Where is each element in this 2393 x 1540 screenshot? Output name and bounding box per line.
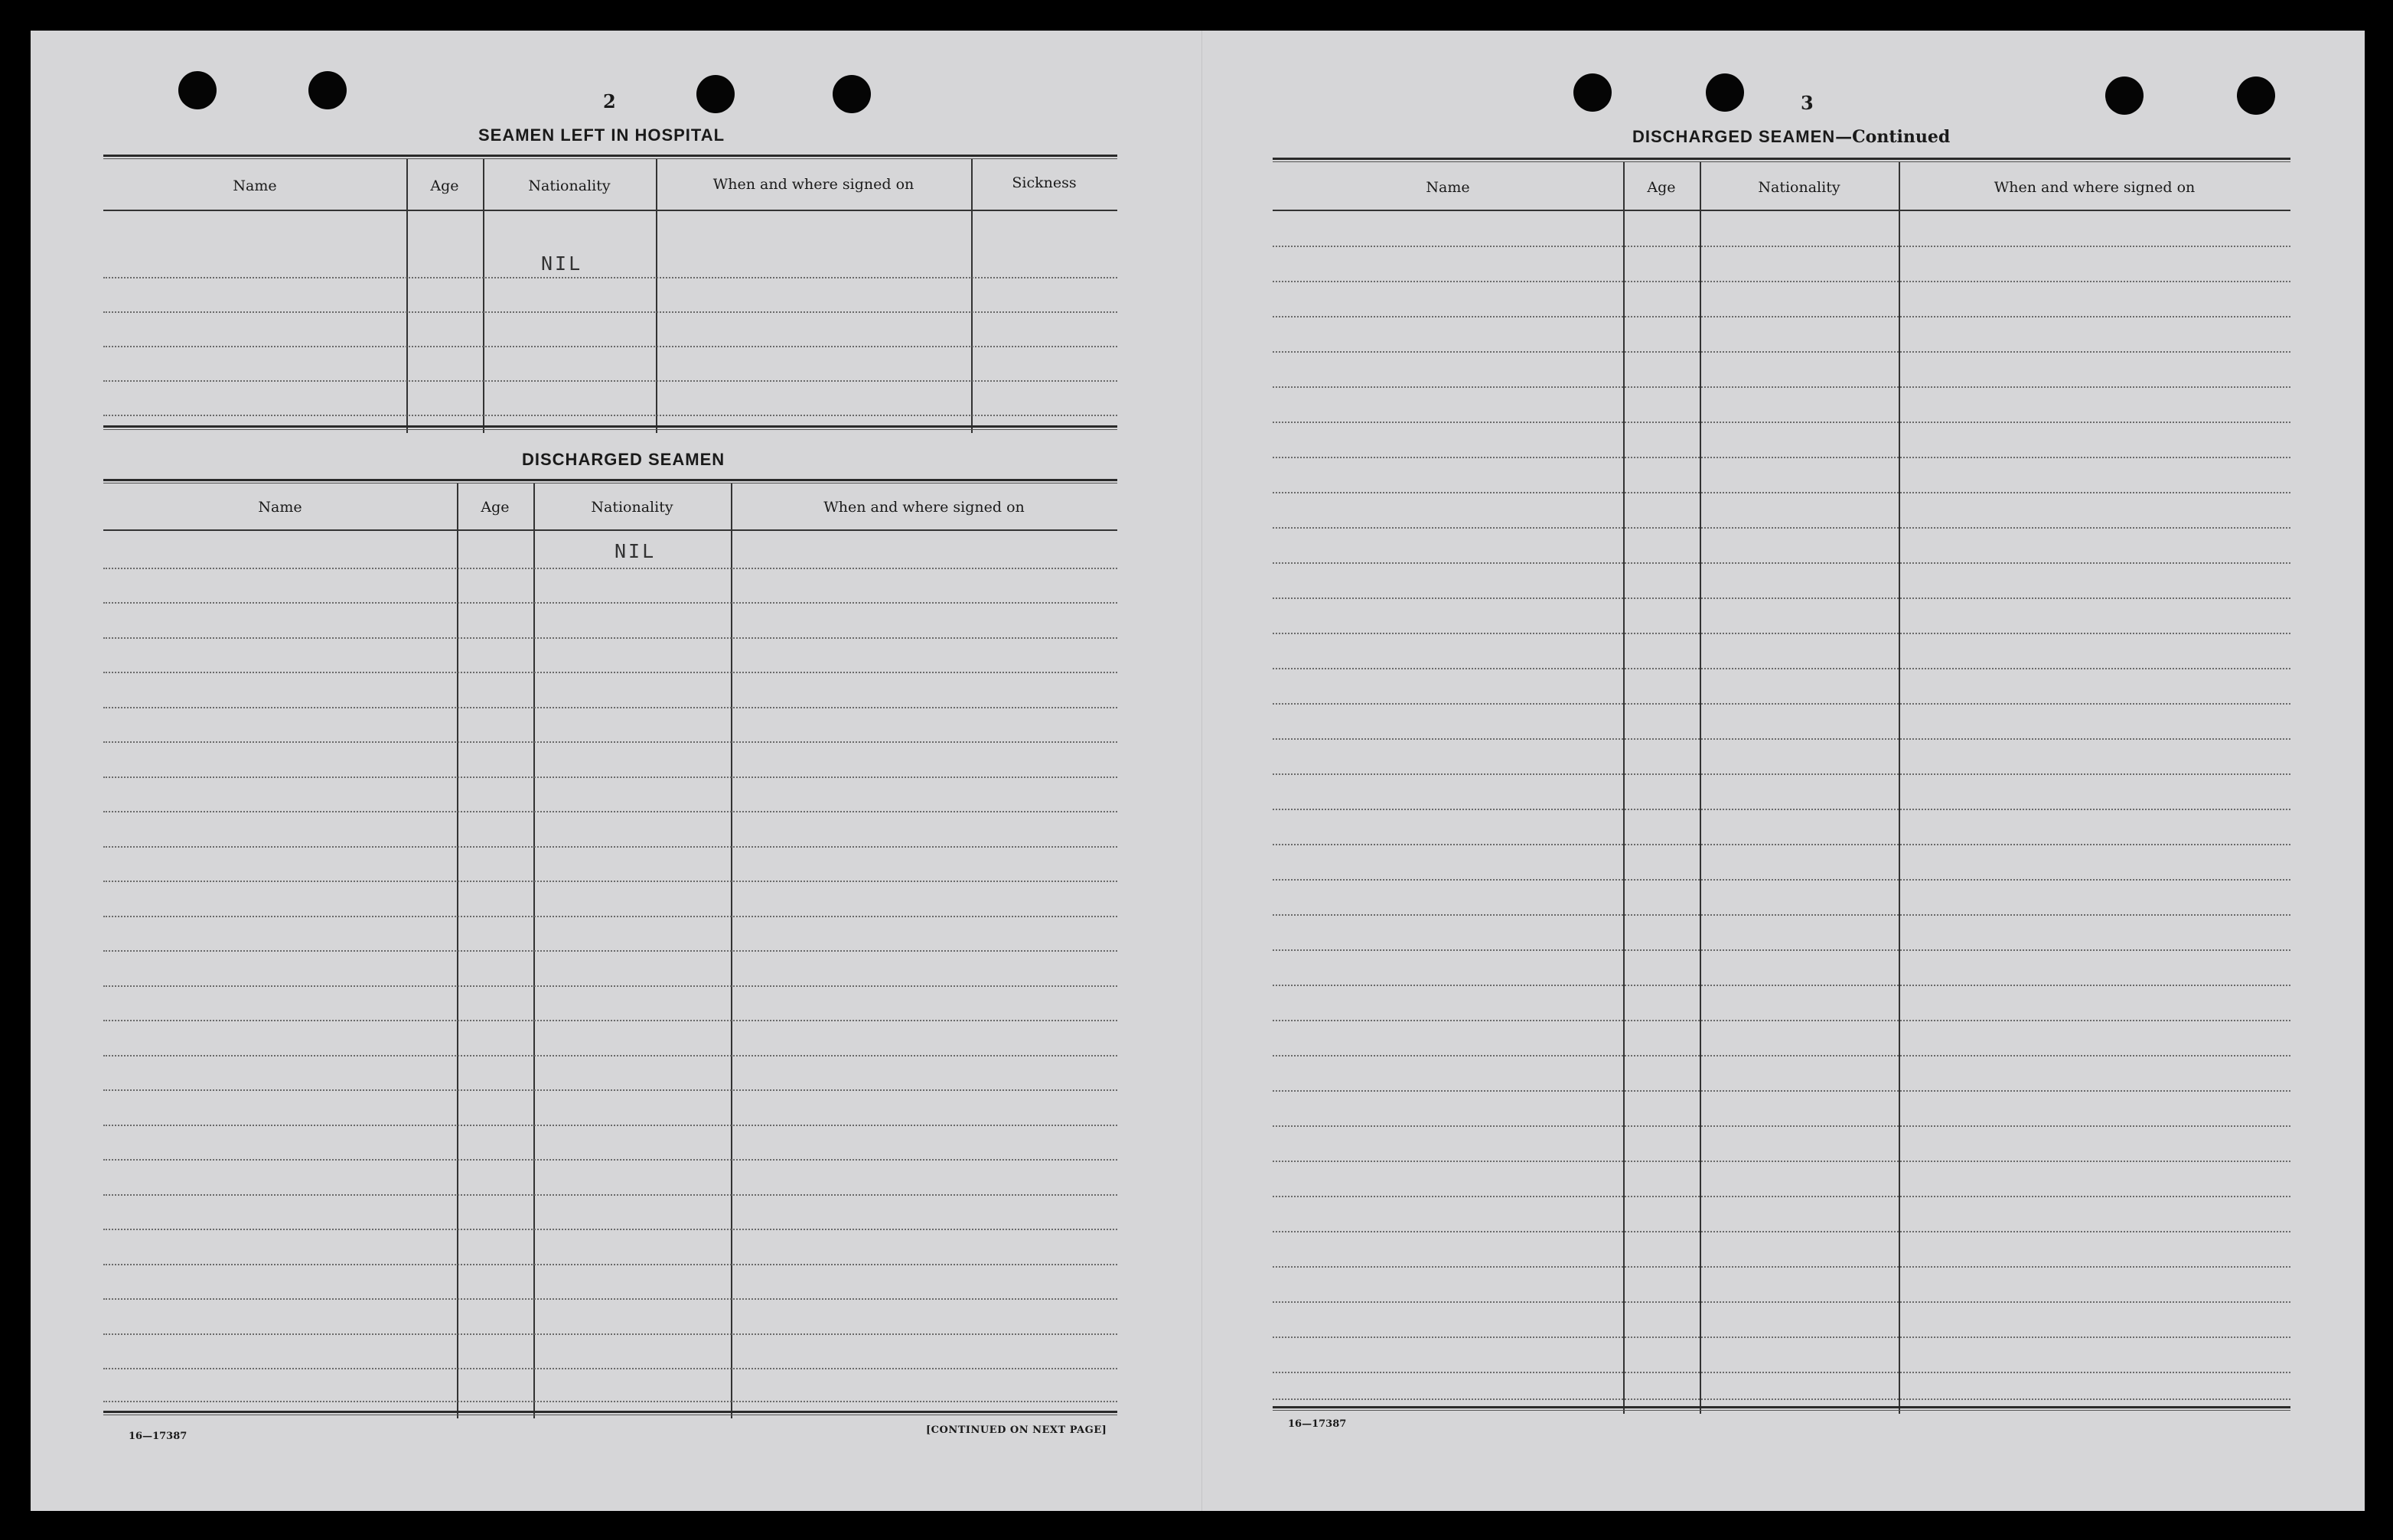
entry-line (103, 846, 1117, 848)
top-rule (1273, 158, 2290, 162)
entry-line (1273, 633, 2290, 634)
entry-line (1273, 985, 2290, 986)
entry-line (1273, 422, 2290, 423)
entry-line (1273, 844, 2290, 845)
column-header-name: Name (258, 499, 302, 516)
entry-line (1273, 1055, 2290, 1057)
left-page (31, 31, 1201, 1511)
column-divider (1623, 162, 1625, 1414)
hospital-section-title: SEAMEN LEFT IN HOSPITAL (478, 125, 725, 145)
entry-line (1273, 773, 2290, 775)
nil-entry: NIL (615, 540, 657, 562)
entry-line (1273, 914, 2290, 916)
entry-line (103, 1055, 1117, 1057)
column-header-name: Name (233, 177, 277, 194)
section-title (1632, 127, 1950, 147)
entry-line (1273, 1266, 2290, 1268)
column-divider (1899, 162, 1900, 1414)
section-title-suffix: —Continued (1835, 127, 1951, 147)
punch-hole (2105, 77, 2144, 115)
entry-line (103, 1159, 1117, 1161)
entry-line (1273, 457, 2290, 458)
column-header-age: Age (430, 177, 459, 194)
column-divider (656, 159, 657, 433)
punch-hole (178, 71, 217, 109)
entry-line (103, 380, 1117, 382)
entry-line (103, 602, 1117, 604)
entry-line (1273, 351, 2290, 353)
entry-line (1273, 492, 2290, 493)
discharged-continued-table (1273, 158, 2290, 1458)
entry-line (1273, 597, 2290, 599)
header-divider (103, 210, 1117, 211)
entry-line (103, 950, 1117, 952)
header-divider (1273, 210, 2290, 211)
section-title-main: DISCHARGED SEAMEN (1632, 127, 1836, 146)
entry-line (103, 637, 1117, 639)
entry-line (103, 1020, 1117, 1021)
top-rule (103, 479, 1117, 483)
discharged-section-title: DISCHARGED SEAMEN (522, 450, 725, 469)
entry-line (1273, 1231, 2290, 1232)
entry-line (103, 1368, 1117, 1369)
entry-line (1273, 809, 2290, 810)
entry-line (103, 346, 1117, 347)
nil-entry: NIL (541, 252, 583, 275)
entry-line (1273, 949, 2290, 951)
column-header-name: Name (1426, 179, 1470, 196)
punch-hole (696, 75, 735, 113)
page-number: 2 (603, 90, 616, 112)
entry-line (1273, 1125, 2290, 1127)
punch-hole (2237, 77, 2275, 115)
entry-line (1273, 1301, 2290, 1303)
entry-line (103, 1089, 1117, 1091)
column-header-signed-on: When and where signed on (712, 176, 914, 193)
column-header-signed-on: When and where signed on (1994, 179, 2196, 196)
column-header-age: Age (481, 499, 510, 516)
entry-line (103, 985, 1117, 987)
punch-hole (1706, 73, 1744, 112)
entry-line (103, 881, 1117, 882)
entry-line (1273, 879, 2290, 881)
entry-line (103, 311, 1117, 313)
bottom-rule (1273, 1406, 2290, 1411)
page-number: 3 (1801, 92, 1814, 114)
discharged-table (103, 479, 1117, 1458)
entry-line (1273, 1398, 2290, 1400)
entry-line (103, 707, 1117, 708)
scanned-document (31, 31, 2365, 1511)
entry-line (103, 1298, 1117, 1300)
right-page (1201, 31, 2365, 1511)
entry-line (1273, 1372, 2290, 1373)
entry-line (1273, 527, 2290, 529)
column-header-nationality: Nationality (528, 177, 611, 194)
column-divider (971, 159, 973, 433)
entry-line (103, 916, 1117, 917)
entry-line (103, 1264, 1117, 1265)
column-header-sickness: Sickness (1012, 174, 1077, 191)
entry-line (1273, 1196, 2290, 1197)
entry-line (103, 672, 1117, 673)
continued-note: [CONTINUED ON NEXT PAGE] (926, 1424, 1107, 1436)
entry-line (103, 1125, 1117, 1126)
column-header-age: Age (1647, 179, 1676, 196)
hospital-table (103, 155, 1117, 461)
entry-line (1273, 668, 2290, 669)
entry-line (1273, 316, 2290, 317)
entry-line (103, 1401, 1117, 1402)
entry-line (103, 568, 1117, 569)
entry-line (1273, 1020, 2290, 1021)
entry-line (103, 277, 1117, 278)
bottom-rule (103, 425, 1117, 430)
form-number: 16—17387 (1288, 1418, 1347, 1430)
entry-line (1273, 246, 2290, 247)
entry-line (1273, 1090, 2290, 1092)
column-divider (1700, 162, 1701, 1414)
punch-hole (308, 71, 347, 109)
bottom-rule (103, 1411, 1117, 1415)
form-number: 16—17387 (129, 1431, 187, 1442)
punch-hole (1573, 73, 1612, 112)
punch-hole (833, 75, 871, 113)
column-divider (483, 159, 484, 433)
entry-line (1273, 281, 2290, 282)
column-header-nationality: Nationality (1758, 179, 1840, 196)
entry-line (1273, 1161, 2290, 1162)
entry-line (1273, 386, 2290, 388)
entry-line (103, 777, 1117, 778)
column-header-signed-on: When and where signed on (823, 499, 1025, 516)
entry-line (103, 415, 1117, 416)
entry-line (103, 1229, 1117, 1230)
top-rule (103, 155, 1117, 159)
entry-line (103, 1333, 1117, 1335)
entry-line (103, 1194, 1117, 1196)
column-header-nationality: Nationality (591, 499, 673, 516)
entry-line (1273, 738, 2290, 740)
entry-line (1273, 562, 2290, 564)
entry-line (103, 811, 1117, 812)
column-divider (406, 159, 408, 433)
entry-line (103, 741, 1117, 743)
entry-line (1273, 1337, 2290, 1338)
entry-line (1273, 703, 2290, 705)
header-divider (103, 529, 1117, 531)
